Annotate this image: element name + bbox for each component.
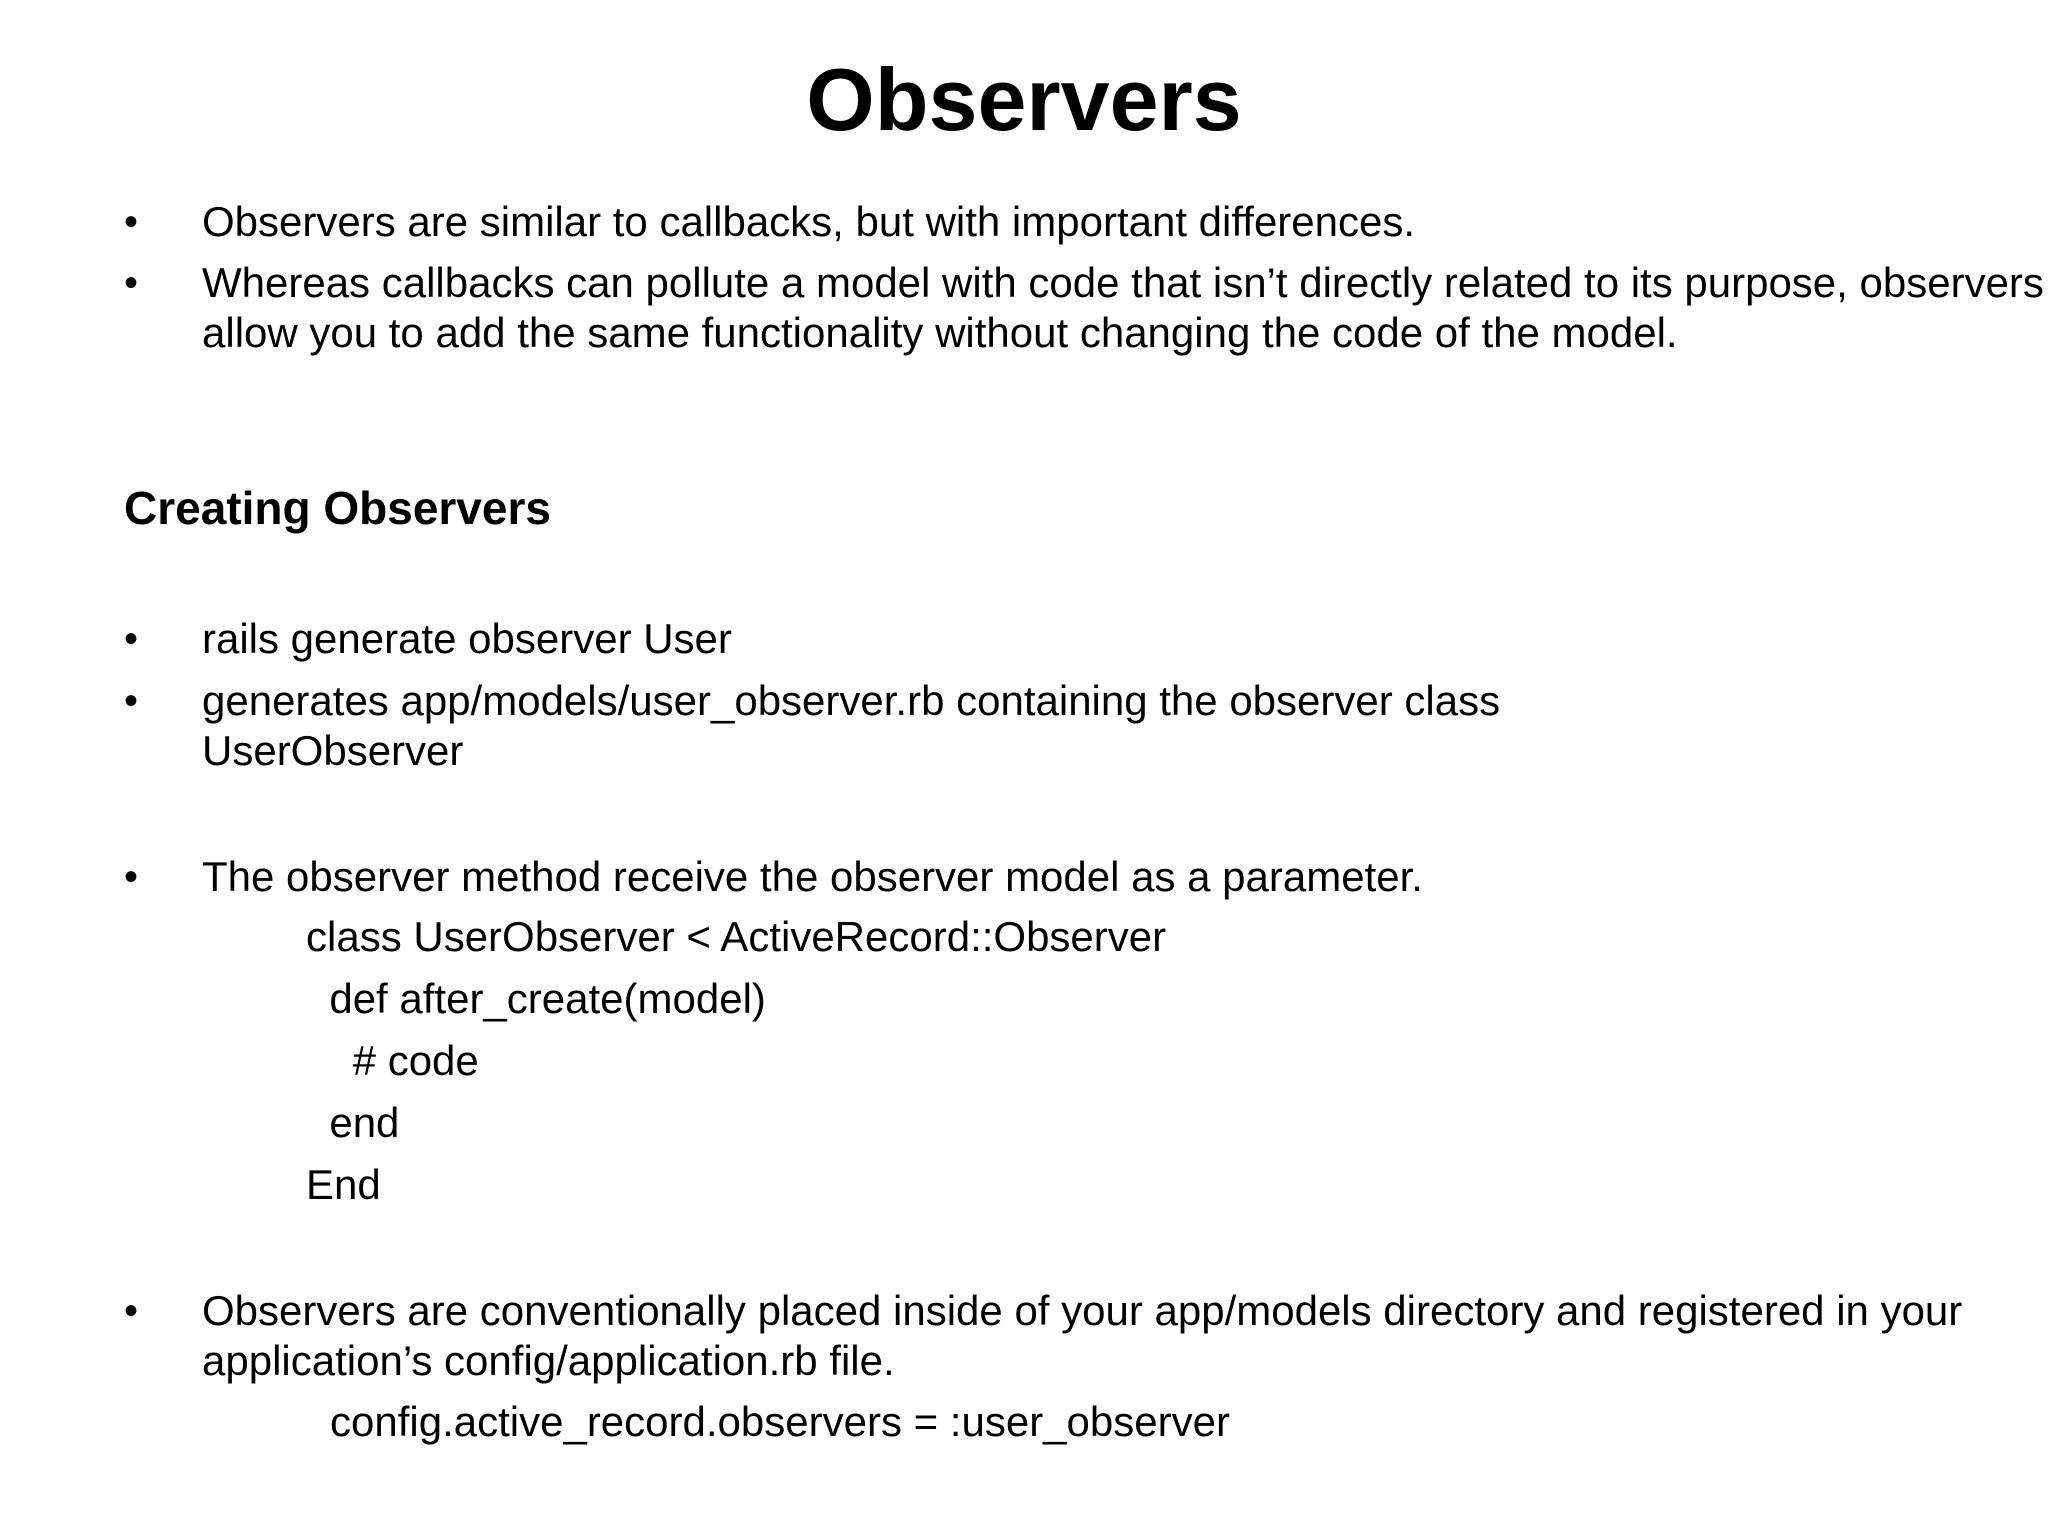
- bullet-icon: •: [124, 200, 139, 244]
- bullet-icon: •: [124, 1289, 139, 1333]
- bullet-text: The observer method receive the observer model as a parameter.: [202, 853, 1423, 900]
- bullet-icon: •: [124, 261, 139, 305]
- bullet-text: Observers are similar to callbacks, but with important differences.: [202, 198, 1416, 245]
- bullet-icon: •: [124, 855, 139, 899]
- bullet-text: Whereas callbacks can pollute a model with code that isn’t directly related to its purpose, observers allow you to add the same functionality without changing the code of the model.: [202, 259, 2044, 356]
- section-heading: Creating Observers: [124, 482, 551, 534]
- bullet-text: Observers are conventionally placed inside of your app/models directory and registered in your application’s config/application.rb file.: [202, 1287, 1963, 1384]
- bullet-item: [124, 197, 2004, 247]
- code-line: End: [306, 1161, 381, 1208]
- bullet-item: [124, 1286, 2004, 1386]
- bullet-icon: •: [124, 617, 139, 661]
- bullet-text: rails generate observer User: [202, 615, 732, 662]
- bullet-icon: •: [124, 679, 139, 723]
- code-line: end: [306, 1099, 400, 1146]
- bullet-text: generates app/models/user_observer.rb containing the observer class UserObserver: [202, 677, 1501, 774]
- bullet-item: [124, 258, 2044, 408]
- bullet-item: [124, 852, 2004, 902]
- code-line: def after_create(model): [306, 975, 766, 1022]
- slide-title: Observers: [806, 50, 1242, 149]
- code-line: class UserObserver < ActiveRecord::Observer: [306, 913, 1167, 960]
- config-line: config.active_record.observers = :user_observer: [330, 1398, 1230, 1445]
- code-line: # code: [306, 1037, 479, 1084]
- bullet-item: [124, 676, 2004, 776]
- bullet-item: [124, 614, 2004, 664]
